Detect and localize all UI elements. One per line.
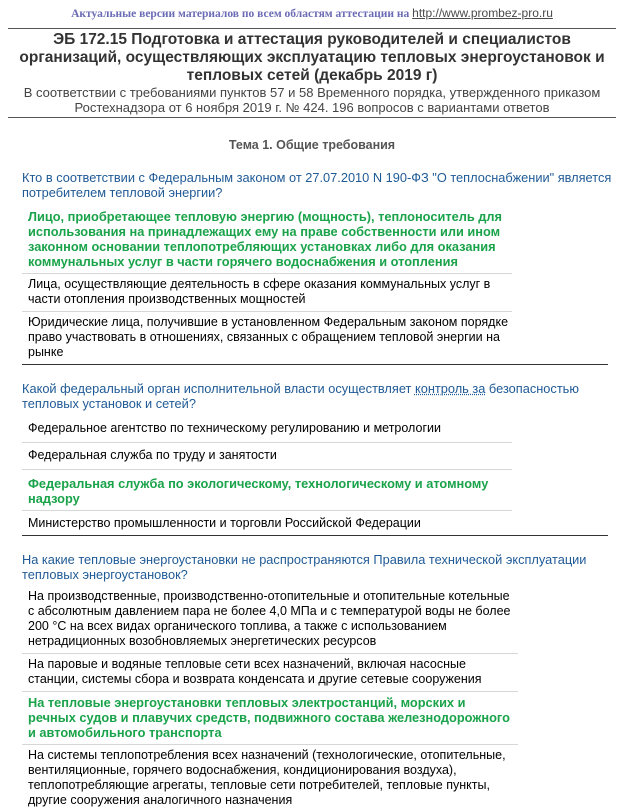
page-subtitle: В соответствии с требованиями пунктов 57 и 58 Временного порядка, утвержденного приказом Ростехнадзора от 6 ноября 2019 г. № 424. 196 вопросов с вариантами ответов [8,85,616,118]
answers-1 [22,206,512,364]
page-title: ЭБ 172.15 Подготовка и аттестация руководителей и специалистов организаций, осуществляющих эксплуатацию тепловых энергоустановок и тепловых сетей (декабрь 2019 г) [19,31,605,84]
divider [22,535,608,536]
answer: На системы теплопотребления всех назначений (технологические, отопительные, вентиляционные, горячего водоснабжения, кондиционирования воздуха), теплопотребляющие агрегаты, тепловые сети потребителей, тепловые пункты, другие сооружения аналогичного назначения [28,748,506,807]
banner-link[interactable]: http://www.prombez-pro.ru [412,6,553,20]
question-3: На какие тепловые энергоустановки не распространяются Правила технической эксплуатации тепловых энергоустановок? [22,552,587,582]
question-2-text-a: Какой федеральный орган исполнительной власти осуществляет [22,381,415,396]
title-block [8,28,616,118]
topic-heading: Тема 1. Общие требования [228,138,396,152]
answer-correct: На тепловые энергоустановки тепловых электростанций, морских и речных судов и плавучих средств, подвижного состава железнодорожного и автомобильного транспорта [22,692,518,745]
answer: Федеральное агентство по техническому регулированию и метрологии [22,415,512,443]
divider [22,364,608,365]
answer-correct: Федеральная служба по экологическому, технологическому и атомному надзору [22,470,512,511]
question-2-text-b: безопасностью тепловых установок и сетей? [22,381,579,411]
answer: На производственные, производственно-отопительные и отопительные котельные с абсолютным давлением пара не более 4,0 МПа и с температурой воды не более 200 °С на всех видах органического топлива, а также с использованием нетрадиционных возобновляемых энергетических ресурсов [22,586,518,654]
banner-text: Актуальные версии материалов по всем областям аттестации на [71,8,410,20]
question-2-underlined: контроль за [414,381,486,396]
answers-2 [22,415,512,535]
question-1: Кто в соответствии с Федеральным законом от 27.07.2010 N 190-ФЗ "О теплоснабжении" является потребителем тепловой энергии? [22,170,612,200]
answer-correct: Лицо, приобретающее тепловую энергию (мощность), теплоноситель для использования на принадлежащих ему на праве собственности или ином законном основании теплопотребляющих установках либо для оказания коммунальных услуг в части горячего водоснабжения и отопления [22,206,512,274]
answer: Министерство промышленности и торговли Российской Федерации [28,516,421,530]
answer: Федеральная служба по труду и занятости [22,443,512,470]
banner [0,6,624,20]
answer: Юридические лица, получившие в установленном Федеральным законом порядке право участвовать в отношениях, связанных с обращением тепловой энергии на рынке [28,315,509,359]
answer: Лица, осуществляющие деятельность в сфере оказания коммунальных услуг в части отопления производственных мощностей [22,274,512,312]
answer: На паровые и водяные тепловые сети всех назначений, включая насосные станции, системы сбора и возврата конденсата и другие сетевые сооружения [22,654,518,692]
question-2 [22,381,614,411]
answers-3 [22,586,518,812]
